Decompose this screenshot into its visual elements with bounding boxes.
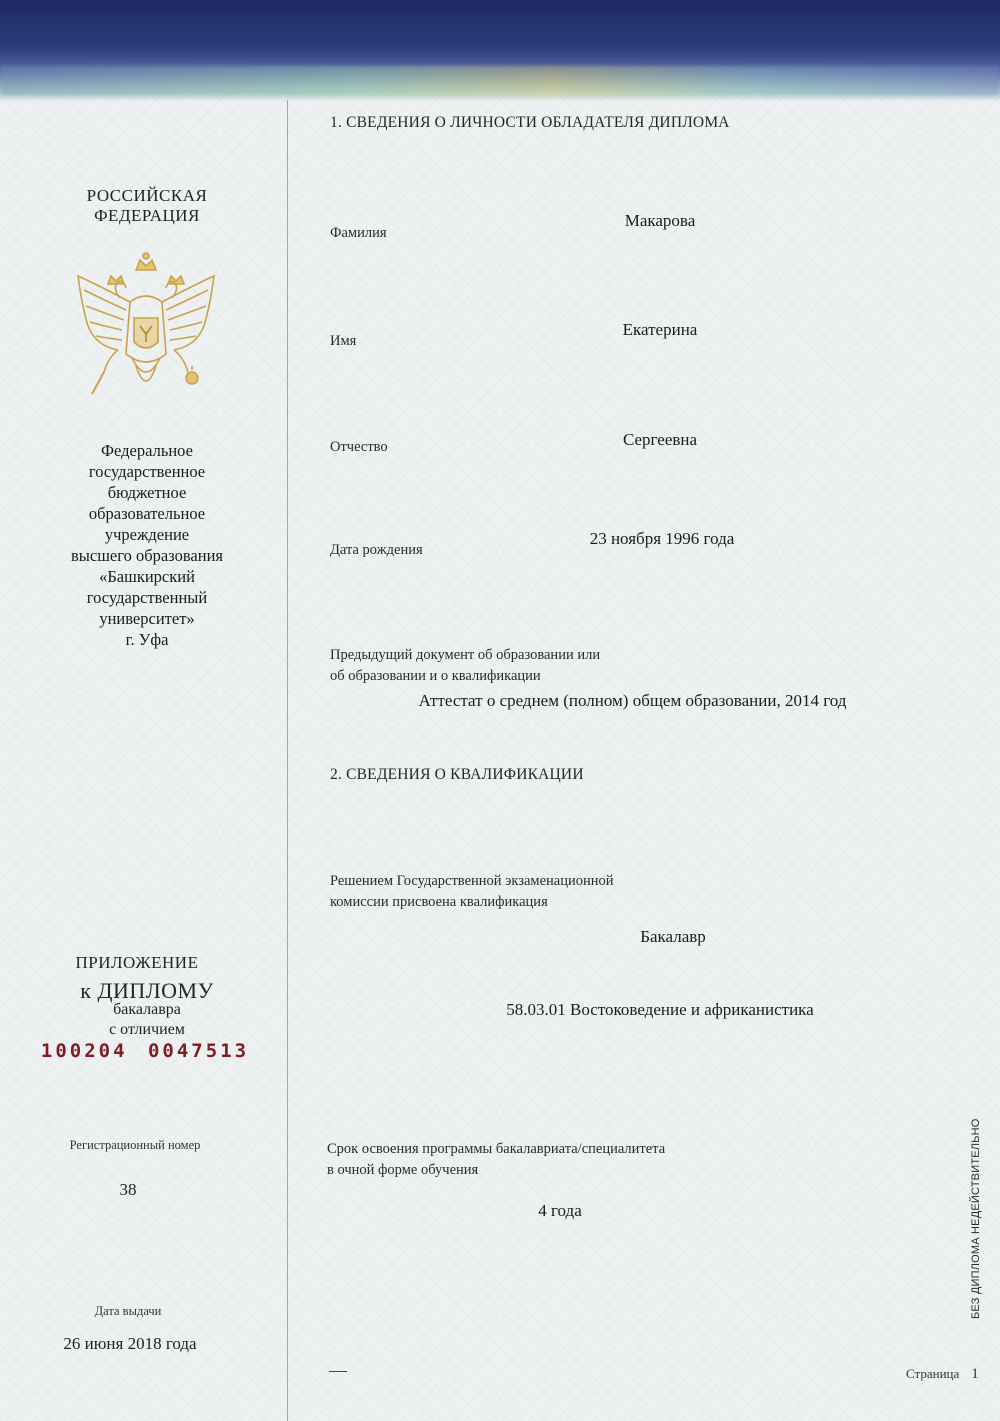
footer-dash	[329, 1371, 347, 1372]
name-label: Имя	[330, 333, 357, 349]
organization-name: Федеральное государственное бюджетное образовательное учреждение высшего образования «Башкирский государственный университет» г. Уфа	[71, 441, 223, 649]
registration-number: 38	[119, 1180, 137, 1199]
section-2-title: 2. СВЕДЕНИЯ О КВАЛИФИКАЦИИ	[330, 766, 584, 783]
validity-note: БЕЗ ДИПЛОМА НЕДЕЙСТВИТЕЛЬНО	[970, 1118, 982, 1319]
birth-date-value: 23 ноября 1996 года	[589, 529, 735, 548]
issue-date: 26 июня 2018 года	[63, 1334, 197, 1353]
coat-of-arms-icon	[70, 246, 222, 406]
issue-date-label: Дата выдачи	[94, 1304, 162, 1318]
appendix-title: ПРИЛОЖЕНИЕ	[75, 953, 199, 972]
patronymic-value: Сергеевна	[622, 430, 698, 449]
qualification-label: Решением Государственной экзаменационной комиссии присвоена квалификация	[330, 873, 614, 910]
patronymic-label: Отчество	[330, 439, 388, 455]
page-number-value: 1	[971, 1366, 979, 1382]
surname-label: Фамилия	[330, 225, 387, 241]
previous-document-label: Предыдущий документ об образовании или об образовании и о квалификации	[330, 647, 601, 684]
appendix-title-diploma: к ДИПЛОМУ	[80, 978, 214, 1003]
surname-value: Макарова	[624, 211, 696, 230]
page-label: Страница	[906, 1366, 960, 1381]
previous-document-value: Аттестат о среднем (полном) общем образовании, 2014 год	[418, 691, 847, 710]
page-number	[906, 1366, 979, 1383]
program-value: 58.03.01 Востоковедение и африканистика	[506, 1000, 814, 1019]
column-divider	[287, 100, 288, 1421]
qualification-value: Бакалавр	[640, 927, 706, 946]
degree-type: бакалавра с отличием	[109, 1001, 185, 1038]
birth-date-label: Дата рождения	[330, 542, 423, 558]
serial-number: 100204 0047513	[40, 1040, 250, 1062]
name-value: Екатерина	[622, 320, 698, 339]
decorative-top-band	[0, 0, 1000, 102]
section-1-title: 1. СВЕДЕНИЯ О ЛИЧНОСТИ ОБЛАДАТЕЛЯ ДИПЛОМА	[330, 114, 730, 131]
country-name: РОССИЙСКАЯ ФЕДЕРАЦИЯ	[86, 186, 208, 225]
study-duration-value: 4 года	[538, 1201, 582, 1220]
study-duration-label: Срок освоения программы бакалавриата/специалитета в очной форме обучения	[327, 1141, 666, 1178]
registration-number-label: Регистрационный номер	[69, 1138, 201, 1152]
